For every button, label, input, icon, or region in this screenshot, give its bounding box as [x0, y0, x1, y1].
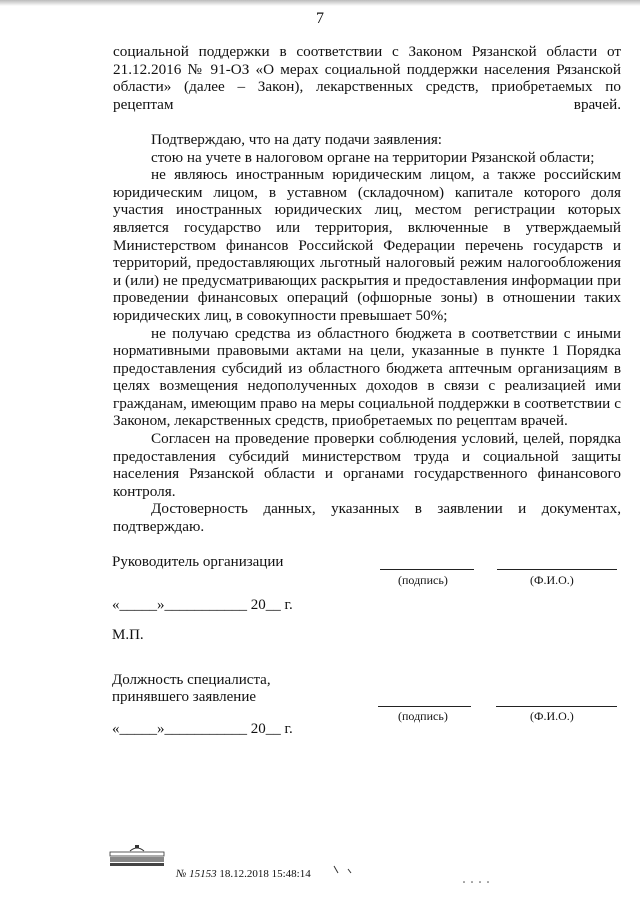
paragraph-confirmation: Достоверность данных, указанных в заявлении и документах, подтверждаю.	[113, 500, 621, 536]
paragraph-no-budget-funds: не получаю средства из областного бюджета в соответствии с иными нормативными правовыми актами на цели, указанные в пункте 1 Порядка предоставления субсидий из областного бюджета аптечным организациям в целях возмещения недополученных доходов в связи с реализацией ими гражданам, имеющим право на меры социальной поддержки в соответствии с Законом, лекарственных средств, приобретаемых по рецептам врачей.	[113, 324, 621, 430]
name-line	[497, 569, 617, 570]
paragraph-consent: Согласен на проведение проверки соблюдения условий, целей, порядка предоставления субсидий министерством труда и социальной защиты населения Рязанской области и органами государственного финансового контроля.	[113, 430, 621, 500]
date-line: «_____»___________ 20__ г.	[112, 597, 293, 613]
signature-line-2	[378, 706, 471, 707]
name-caption-2: (Ф.И.О.)	[530, 709, 574, 723]
scan-dots	[462, 877, 496, 885]
name-line-2	[496, 706, 617, 707]
scan-top-edge	[0, 0, 640, 6]
registry-stamp-icon	[108, 845, 166, 867]
registration-number: № 15153	[176, 868, 217, 880]
scan-marks	[330, 864, 360, 878]
registration-datetime: 18.12.2018 15:48:14	[219, 868, 311, 880]
paragraph-confirm: Подтверждаю, что на дату подачи заявления:	[151, 130, 443, 148]
specialist-position-label-2: принявшего заявление	[112, 689, 257, 705]
paragraph-not-foreign: не являюсь иностранным юридическим лицом, а также российским юридическим лицом, в уставном (складочном) капитале которого доля участия иностранных юридических лиц, местом регистрации которых является государство или территория, включенные в утверждаемый Министерством финансов Российской Федерации перечень государств и территорий, предоставляющих льготный налоговый режим налогообложения и (или) не предусматривающих раскрытия и предоставления информации при проведении финансовых операций (офшорные зоны) в отношении таких юридических лиц, в совокупности превышает 50%;	[113, 166, 621, 324]
paragraph-intro: социальной поддержки в соответствии с Законом Рязанской области от 21.12.2016 № 91-ОЗ «О мерах социальной поддержки населения Рязанской области» (далее – Закон), лекарственных средств, приобретаемых по рецептам врачей.	[113, 43, 621, 113]
name-caption: (Ф.И.О.)	[530, 573, 574, 587]
seal-placeholder: М.П.	[112, 627, 144, 643]
document-body	[113, 43, 621, 536]
signature-caption: (подпись)	[398, 573, 448, 587]
specialist-position-label: Должность специалиста,	[112, 672, 271, 688]
date-line-2: «_____»___________ 20__ г.	[112, 721, 293, 737]
head-of-organization-label: Руководитель организации	[112, 554, 284, 570]
signature-line	[380, 569, 474, 570]
registration-stamp-text	[176, 868, 311, 880]
signature-caption-2: (подпись)	[398, 709, 448, 723]
paragraph-tax-registration: стою на учете в налоговом органе на территории Рязанской области;	[151, 148, 595, 166]
page-number: 7	[316, 10, 324, 27]
